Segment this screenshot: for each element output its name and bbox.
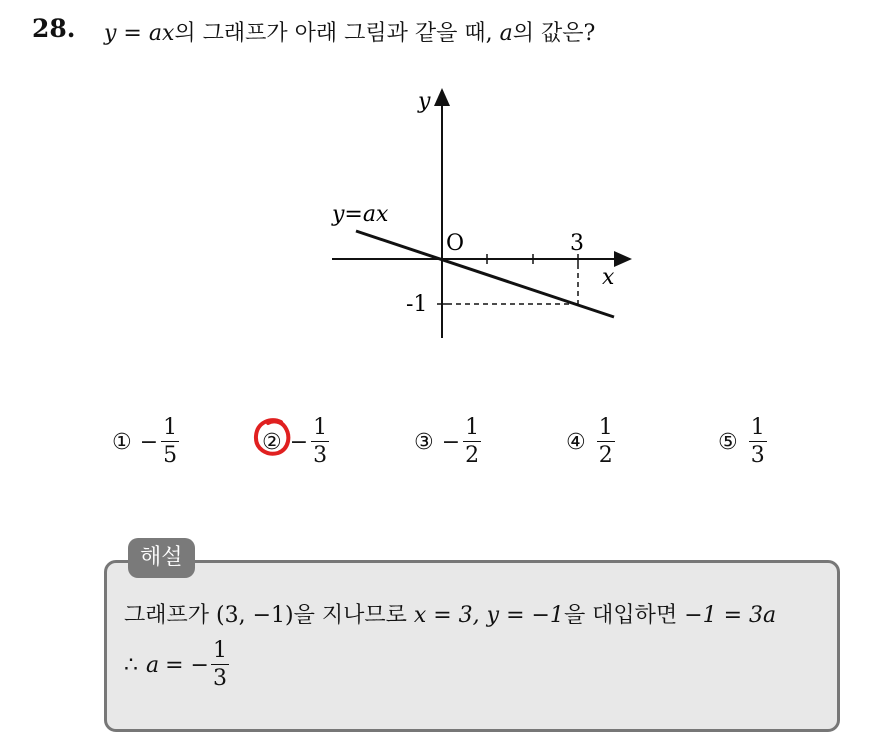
choice-fraction bbox=[311, 417, 329, 467]
solution-text-a: 그래프가 (3, −1)을 지나므로 bbox=[124, 603, 407, 628]
question-text bbox=[104, 16, 595, 47]
numerator: 1 bbox=[313, 415, 328, 440]
solution-line-1 bbox=[124, 598, 776, 629]
origin-label: O bbox=[446, 231, 465, 256]
question-ask: 의 값은? bbox=[512, 21, 596, 46]
solution-substitution: x = 3, y = −1 bbox=[413, 603, 564, 628]
numerator: 1 bbox=[213, 638, 227, 663]
choice-fraction bbox=[161, 417, 179, 467]
denominator: 2 bbox=[465, 443, 480, 468]
choice-5[interactable] bbox=[718, 412, 767, 472]
function-graph bbox=[320, 80, 640, 350]
choice-fraction bbox=[749, 417, 767, 467]
question-number: 28. bbox=[32, 14, 76, 43]
choice-4[interactable] bbox=[566, 412, 615, 472]
choice-sign: − bbox=[441, 429, 461, 455]
denominator: 2 bbox=[598, 443, 613, 468]
y-axis-label: y bbox=[418, 89, 431, 114]
numerator: 1 bbox=[598, 415, 613, 440]
x-axis-label: x bbox=[602, 265, 615, 290]
line-label: y=ax bbox=[332, 202, 389, 227]
choice-marker: ⑤ bbox=[718, 429, 738, 455]
choice-marker: ② bbox=[262, 429, 282, 455]
solution-equals: = − bbox=[165, 652, 209, 678]
therefore-symbol: ∴ bbox=[124, 652, 138, 678]
choice-marker: ④ bbox=[566, 429, 586, 455]
x-tick-label-3: 3 bbox=[570, 231, 584, 256]
solution-tag: 해설 bbox=[128, 538, 195, 578]
denominator: 3 bbox=[750, 443, 765, 468]
choice-3[interactable] bbox=[414, 412, 481, 472]
numerator: 1 bbox=[750, 415, 765, 440]
solution-equation: −1 = 3a bbox=[684, 603, 777, 628]
choice-1[interactable] bbox=[112, 412, 179, 472]
denominator: 5 bbox=[163, 443, 178, 468]
solution-variable: a bbox=[146, 652, 160, 678]
numerator: 1 bbox=[465, 415, 480, 440]
selected-answer-circle bbox=[251, 416, 293, 458]
question-body: 의 그래프가 아래 그림과 같을 때, bbox=[174, 21, 493, 46]
solution-text-c: 을 대입하면 bbox=[563, 603, 678, 628]
question-equation: y = ax bbox=[104, 21, 175, 46]
choice-fraction bbox=[597, 417, 615, 467]
choice-sign: − bbox=[289, 429, 309, 455]
choice-marker: ① bbox=[112, 429, 132, 455]
question-variable: a bbox=[499, 21, 513, 46]
y-tick-label-neg1: -1 bbox=[406, 292, 428, 317]
choice-marker: ③ bbox=[414, 429, 434, 455]
choice-fraction bbox=[463, 417, 481, 467]
denominator: 3 bbox=[313, 443, 328, 468]
choice-sign: − bbox=[139, 429, 159, 455]
numerator: 1 bbox=[163, 415, 178, 440]
solution-fraction bbox=[211, 640, 229, 690]
denominator: 3 bbox=[213, 666, 227, 691]
solution-line-2 bbox=[124, 640, 229, 690]
